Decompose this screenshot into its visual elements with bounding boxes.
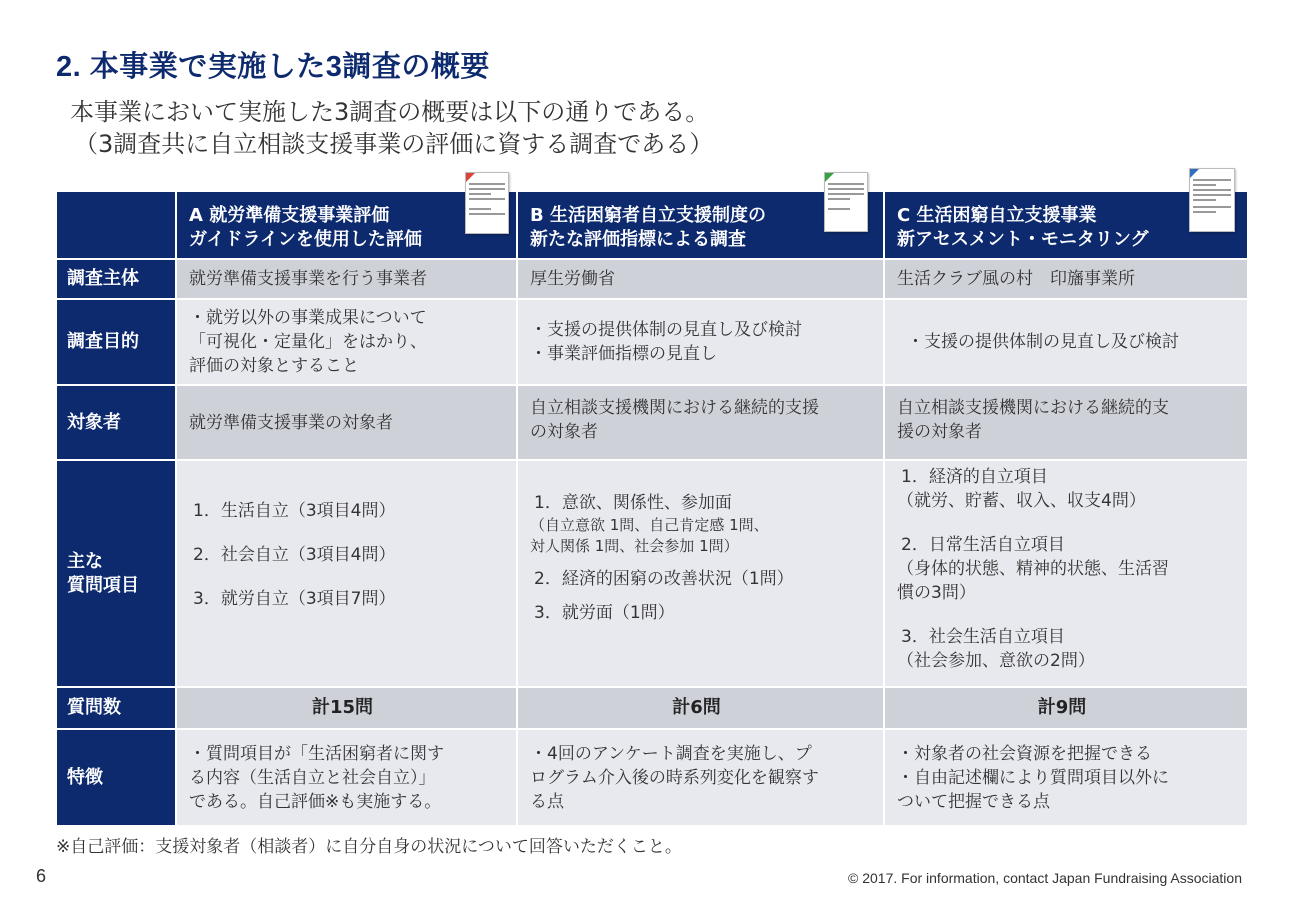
cell-items-a bbox=[177, 461, 516, 686]
cell-count-b: 計6問 bbox=[518, 688, 883, 728]
cell-entity-c: 生活クラブ風の村 印旛事業所 bbox=[885, 260, 1247, 298]
header-column-c bbox=[885, 192, 1247, 258]
copyright-notice: © 2017. For information, contact Japan Fundraising Association bbox=[848, 870, 1242, 886]
row-label-features: 特徴 bbox=[57, 730, 175, 825]
list-item: 3．社会生活自立項目 bbox=[901, 627, 1065, 647]
header-column-b bbox=[518, 192, 883, 258]
subtitle-line-1: 本事業において実施した3調査の概要は以下の通りである。 bbox=[70, 98, 710, 126]
header-corner-cell bbox=[57, 192, 175, 258]
row-label-target: 対象者 bbox=[57, 386, 175, 459]
cell-count-c: 計9問 bbox=[885, 688, 1247, 728]
cell-entity-b: 厚生労働省 bbox=[518, 260, 883, 298]
cell-target-b: 自立相談支援機関における継続的支援 の対象者 bbox=[518, 386, 883, 459]
slide-subtitle bbox=[70, 96, 713, 160]
cell-target-c: 自立相談支援機関における継続的支 援の対象者 bbox=[885, 386, 1247, 459]
cell-purpose-a: ・就労以外の事業成果について 「可視化・定量化」をはかり、 評価の対象とすること bbox=[177, 300, 516, 384]
header-column-a bbox=[177, 192, 516, 258]
row-label-entity: 調査主体 bbox=[57, 260, 175, 298]
column-c-title-line-1: C 生活困窮自立支援事業 bbox=[897, 205, 1097, 226]
cell-target-a: 就労準備支援事業の対象者 bbox=[177, 386, 516, 459]
list-item: 1．経済的自立項目 bbox=[901, 467, 1048, 487]
column-b-title-line-1: B 生活困窮者自立支援制度の bbox=[530, 205, 766, 226]
row-label-purpose: 調査目的 bbox=[57, 300, 175, 384]
table-row-question-items bbox=[57, 461, 1247, 686]
row-label-question-items: 主な 質問項目 bbox=[57, 461, 175, 686]
list-item: 1．生活自立（3項目4問） bbox=[193, 501, 396, 521]
table-header-row bbox=[57, 192, 1247, 258]
table-row-purpose bbox=[57, 300, 1247, 384]
subtitle-line-2: （3調査共に自立相談支援事業の評価に資する調査である） bbox=[74, 130, 714, 158]
survey-comparison-table bbox=[55, 190, 1249, 827]
cell-items-b: 1．意欲、関係性、参加面 （自立意欲 1問、自己肯定感 1問、 対人関係 1問、社会参加 1問） 2．経済的困窮の改善状況（1問） 3．就労面（1問） bbox=[518, 461, 883, 686]
list-item: 3．就労自立（3項目7問） bbox=[193, 589, 396, 609]
cell-features-a: ・質問項目が「生活困窮者に関す る内容（生活自立と社会自立）」 である。自己評価※も実施する。 bbox=[177, 730, 516, 825]
cell-features-c: ・対象者の社会資源を把握できる ・自由記述欄により質問項目以外に ついて把握できる点 bbox=[885, 730, 1247, 825]
column-a-title-line-2: ガイドラインを使用した評価 bbox=[189, 229, 422, 250]
column-c-title-line-2: 新アセスメント・モニタリング bbox=[897, 229, 1149, 250]
table-row-question-count bbox=[57, 688, 1247, 728]
footnote: ※自己評価：支援対象者（相談者）に自分自身の状況について回答いただくこと。 bbox=[56, 837, 682, 857]
table-row-features bbox=[57, 730, 1247, 825]
page-number: 6 bbox=[36, 866, 47, 886]
cell-items-c: 1．経済的自立項目 （就労、貯蓄、収入、収支4問） 2．日常生活自立項目 （身体的状態、精神的状態、生活習 慣の3問） 3．社会生活自立項目 （社会参加、意欲の2問） bbox=[885, 461, 1247, 686]
column-b-title-line-2: 新たな評価指標による調査 bbox=[530, 229, 746, 250]
document-thumbnail-a-icon bbox=[465, 172, 509, 234]
list-item: 3．就労面（1問） bbox=[534, 603, 675, 623]
cell-entity-a: 就労準備支援事業を行う事業者 bbox=[177, 260, 516, 298]
list-item: 2．社会自立（3項目4問） bbox=[193, 545, 396, 565]
list-item: 2．経済的困窮の改善状況（1問） bbox=[534, 569, 794, 589]
table-row-entity bbox=[57, 260, 1247, 298]
cell-features-b: ・4回のアンケート調査を実施し、プ ログラム介入後の時系列変化を観察す る点 bbox=[518, 730, 883, 825]
column-a-title-line-1: A 就労準備支援事業評価 bbox=[189, 205, 390, 226]
list-item: 1．意欲、関係性、参加面 bbox=[534, 493, 732, 513]
document-thumbnail-c-icon bbox=[1189, 168, 1235, 232]
cell-purpose-b: ・支援の提供体制の見直し及び検討 ・事業評価指標の見直し bbox=[518, 300, 883, 384]
row-label-question-count: 質問数 bbox=[57, 688, 175, 728]
list-item: 2．日常生活自立項目 bbox=[901, 535, 1065, 555]
slide-title: 2. 本事業で実施した3調査の概要 bbox=[56, 51, 490, 83]
cell-count-a: 計15問 bbox=[177, 688, 516, 728]
document-thumbnail-b-icon bbox=[824, 172, 868, 232]
table-row-target bbox=[57, 386, 1247, 459]
cell-purpose-c: ・支援の提供体制の見直し及び検討 bbox=[885, 300, 1247, 384]
